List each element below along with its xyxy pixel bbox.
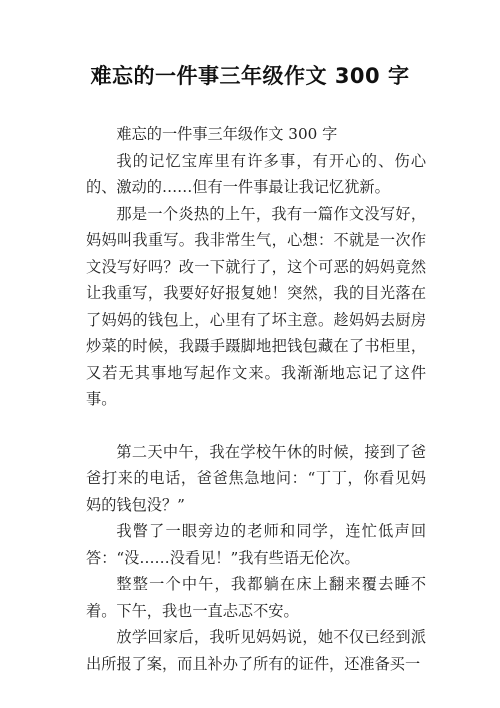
document-title: 难忘的一件事三年级作文 300 字 — [90, 64, 410, 88]
document-body — [86, 121, 426, 677]
paragraph-after-school: 放学回家后，我听见妈妈说，她不仅已经到派出所报了案，而且补办了所有的证件，还准备买一 — [86, 628, 426, 673]
paragraph-intro: 我的记忆宝库里有许多事，有开心的、伤心的、激动的……但有一件事最让我记忆犹新。 — [86, 151, 426, 196]
paragraph-reply: 我瞥了一眼旁边的老师和同学，连忙低声回答：“没……没看见！”我有些语无伦次。 — [86, 522, 426, 567]
paragraph-restless: 整整一个中午，我都躺在床上翻来覆去睡不着。下午，我也一直忐忑不安。 — [86, 575, 426, 620]
paragraph-subtitle: 难忘的一件事三年级作文 300 字 — [116, 125, 338, 143]
paragraph-story: 那是一个炎热的上午，我有一篇作文没写好，妈妈叫我重写。我非常生气，心想：不就是一次作文没写好吗？改一下就行了，这个可恶的妈妈竟然让我重写，我要好好报复她！突然，我的目光落在了妈妈的钱包上，心里有了坏主意。趁妈妈去厨房炒菜的时候，我蹑手蹑脚地把钱包藏在了书柜里，又若无其事地写起作文来。我渐渐地忘记了这件事。 — [86, 204, 426, 408]
paragraph-phone-call: 第二天中午，我在学校午休的时候，接到了爸爸打来的电话，爸爸焦急地问：“丁丁，你看见妈妈的钱包没？” — [86, 442, 426, 514]
